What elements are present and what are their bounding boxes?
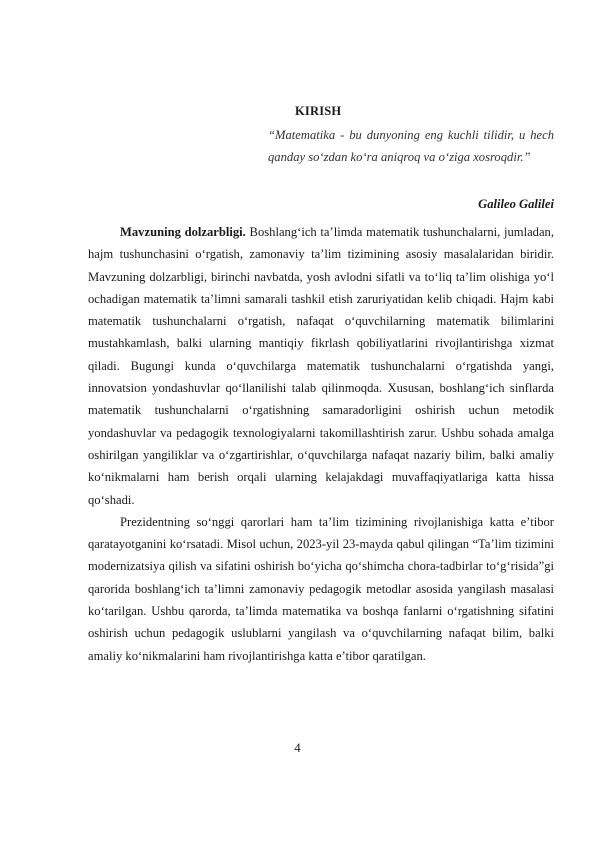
paragraph-text: Prezidentning so‘nggi qarorlari ham ta’lim tizimining rivojlanishiga katta e’tibor qaratayotganini ko‘rsatadi. Misol uchun, 2023-yil 23-mayda qabul qilingan “Ta’lim tizimini modernizatsiya qilish va sifatini oshirish bo‘yicha qo‘shimcha chora-tadbirlar to‘g‘risida”gi qarorida boshlang‘ich ta’limni zamonaviy pedagogik metodlar asosida yangilash masalasi ko‘tarilgan. Ushbu qarorda, ta’limda matematika va boshqa fanlarni o‘rgatishning sifatini oshirish uchun pedagogik uslublarni yangilash va o‘quvchilarning nafaqat bilim, balki amaliy ko‘nikmalarini ham rivojlantirishga katta e’tibor qaratilgan. bbox=[88, 514, 554, 663]
paragraph-relevance bbox=[88, 221, 554, 511]
epigraph-author: Galileo Galilei bbox=[478, 197, 554, 211]
section-heading: KIRISH bbox=[295, 104, 342, 118]
paragraph-decrees bbox=[88, 511, 554, 667]
epigraph-quote: “Matematika - bu dunyoning eng kuchli tilidir, u hech qanday so‘zdan ko‘ra aniqroq va o‘ziga xosroqdir.” bbox=[268, 128, 554, 165]
body-text bbox=[88, 221, 554, 667]
paragraph-text: Boshlang‘ich ta’limda matematik tushunchalarni, jumladan, hajm tushunchasini o‘rgatish, zamonaviy ta’lim tizimining asosiy masalalaridan biridir. Mavzuning dolzarbligi, birinchi navbatda, yosh avlodni sifatli va to‘liq ta’lim olishiga yo‘l ochadigan matematik ta’limni samarali tashkil etish zaruriyatidan kelib chiqadi. Hajm kabi matematik tushunchalarni o‘rgatish, nafaqat o‘quvchilarning matematik bilimlarini mustahkamlash, balki ularning mantiqiy fikrlash qobiliyatlarini rivojlantirishga xizmat qiladi. Bugungi kunda o‘quvchilarga matematik tushunchalarni o‘rgatishda yangi, innovatsion yondashuvlar qo‘llanilishi talab qilinmoqda. Xususan, boshlang‘ich sinflarda matematik tushunchalarni o‘rgatishning samaradorligini oshirish uchun metodik yondashuvlar va pedagogik texnologiyalarni takomillashtirish zarur. Ushbu sohada amalga oshirilgan yangiliklar va o‘zgartirishlar, o‘quvchilarga nafaqat nazariy bilim, balki amaliy ko‘nikmalarni ham berish orqali ularning kelajakdagi muvaffaqiyatlariga katta hissa qo‘shadi. bbox=[88, 225, 554, 507]
paragraph-lead: Mavzuning dolzarbligi. bbox=[120, 225, 246, 239]
page-number: 4 bbox=[294, 741, 301, 755]
